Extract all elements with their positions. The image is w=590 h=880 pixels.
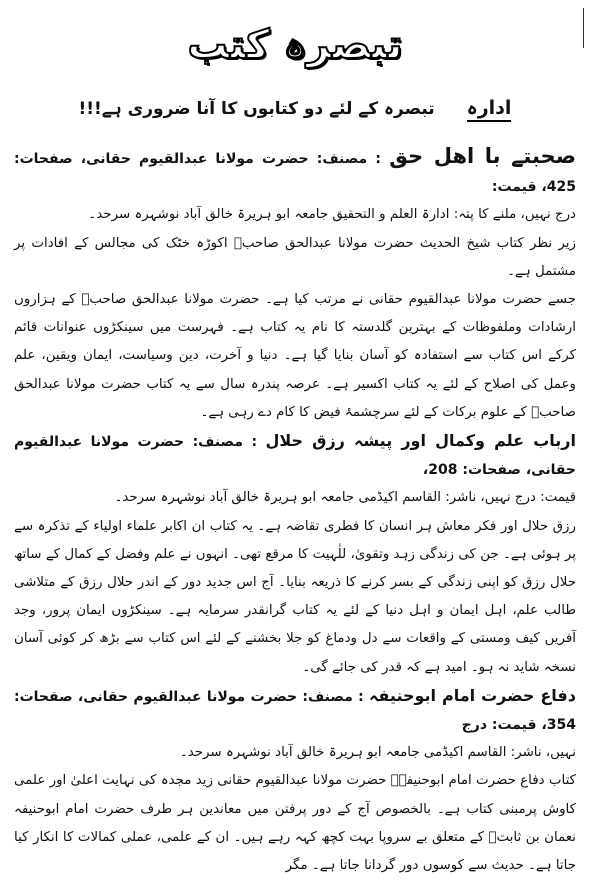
- book-meta: مصنف: حضرت مولانا عبدالقیوم حقانی، صفحات: 208،: [14, 434, 576, 479]
- book-meta: مصنف: حضرت مولانا عبدالقیوم حقانی، صفحات: 354، قیمت: درج: [14, 688, 576, 734]
- review-entry: [14, 427, 576, 682]
- review-entry: [14, 142, 576, 427]
- editor-byline: ادارہ: [467, 96, 512, 122]
- book-title: ارباب علم وکمال اور پیشہ رزق حلال: [265, 431, 576, 451]
- book-heading: دفاع حضرت امام ابوحنیفہ : مصنف: حضرت مولانا عبدالقیوم حقانی، صفحات: 354، قیمت: درج: [14, 685, 576, 734]
- book-publisher: نہیں، ناشر: القاسم اکیڈمی جامعہ ابو ہریرۃ خالق آباد نوشہرہ سرحد۔: [179, 745, 576, 761]
- book-heading: ارباب علم وکمال اور پیشہ رزق حلال : مصنف: حضرت مولانا عبدالقیوم حقانی، صفحات: 208،: [14, 431, 576, 479]
- book-title: صحبتے با اھل حق: [389, 144, 576, 168]
- book-meta: مصنف: حضرت مولانا عبدالقیوم حقانی، صفحات: 425، قیمت:: [14, 151, 576, 196]
- review-paragraph: زیر نظر کتاب شیخ الحدیث حضرت مولانا عبدالحق صاحبؒ اکوڑہ خٹک کی مجالس کے افادات پر مشتمل ہے۔: [14, 235, 576, 279]
- section-subline: [0, 96, 590, 122]
- book-publisher: درج نہیں، ملنے کا پتہ: ادارۃ العلم و التحقیق جامعہ ابو ہریرۃ خالق آباد نوشہرہ سرحد۔: [88, 207, 576, 223]
- book-publisher: قیمت: درج نہیں، ناشر: القاسم اکیڈمی جامعہ ابو ہریرۃ خالق آباد نوشہرہ سرحد۔: [114, 490, 576, 506]
- review-paragraph: جسے حضرت مولانا عبدالقیوم حقانی نے مرتب کیا ہے۔ حضرت مولانا عبدالحق صاحبؒ کے ہزاروں ارشادات وملفوظات کے بہترین گلدستہ کا نام یہ کتاب ہے۔ فہرست میں سینکڑوں عنوانات قائم کرکے اس کتاب سے استفادہ کو آسان بنایا گیا ہے۔ دنیا و آخرت، دین وسیاست، ایمان ویقین، علم وعمل کی اصلاح کے لئے یہ کتاب اکسیر ہے۔ عرصہ پندرہ سال سے یہ کتاب حضرت مولانا عبدالحق صاحبؒ کے علوم برکات کے لئے سرچشمۂ فیض کا کام دے رہی ہے۔: [14, 292, 576, 420]
- book-heading: صحبتے با اھل حق : مصنف: حضرت مولانا عبدالقیوم حقانی، صفحات: 425، قیمت:: [14, 144, 576, 196]
- book-title: دفاع حضرت امام ابوحنیفہ: [369, 685, 576, 705]
- submission-notice: تبصرہ کے لئے دو کتابوں کا آنا ضروری ہے!!!: [78, 99, 435, 119]
- review-paragraph: کتاب دفاع حضرت امام ابوحنیفہؒ حضرت مولانا عبدالقیوم حقانی زید مجدہ کی نہایت اعلیٰ اور علمی کاوش پرمبنی کتاب ہے۔ بالخصوص آج کے دور پرفتن میں معاندین ہر طرف حضرت امام ابوحنیفہ نعمان بن ثابتؒ کے متعلق بے سروپا بہت کچھ کہہ رہے ہیں۔ ان کے علمی، عملی کمالات کا انکار کیا جاتا ہے۔ حدیث سے کوسوں دور گردانا جاتا ہے۔ مگر: [14, 773, 576, 874]
- section-masthead: [0, 18, 590, 72]
- review-entry: [14, 682, 576, 880]
- review-paragraph: رزق حلال اور فکر معاش ہر انسان کا فطری تقاضہ ہے۔ یہ کتاب ان اکابر علماء اولیاء کے تذکرہ سے پر ہوئی ہے۔ جن کی زندگی زہد وتقویٰ، للٰہیت کا مرقع تھی۔ انہوں نے علم وفضل کے کمال کے ساتھ حلال رزق کو اپنی زندگی کے بسر کرنے کا ذریعہ بنایا۔ آج اس جدید دور کے اندر حلال رزق کے متلاشی طالب علم، اہل ایمان و اہل دنیا کے لئے یہ کتاب گرانقدر سرمایہ ہے۔ سینکڑوں ایمان پرور، وجد آفریں کیف ومستی کے واقعات سے دل ودماغ کو جلا بخشنے کے لئے اس کتاب سے بڑھ کر کوئی آسان نسخہ شاید نہ ہو۔ امید ہے کہ قدر کی جائے گی۔: [14, 518, 576, 675]
- masthead-title: تبصرہ کتب: [187, 22, 403, 68]
- reviews-column: [14, 142, 576, 880]
